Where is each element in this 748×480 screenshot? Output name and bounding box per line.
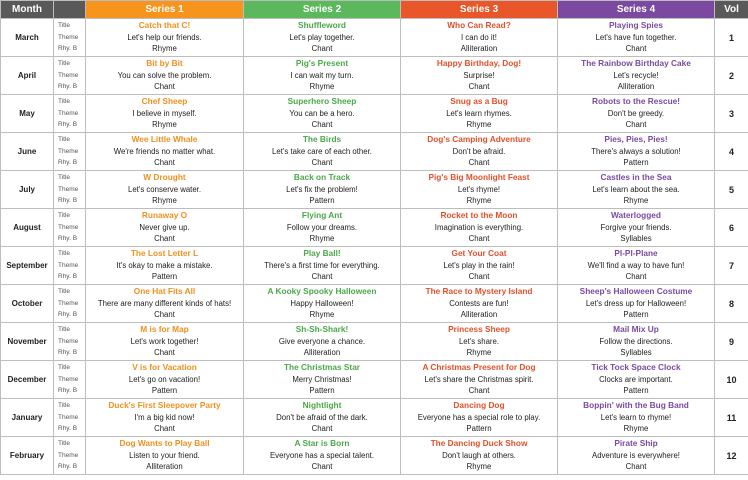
book-rhyme-type: Chant: [311, 44, 333, 54]
month-cell: August: [1, 209, 54, 247]
book-title: Nightlight: [302, 400, 342, 411]
series-3-cell: [401, 437, 558, 475]
row-labels-cell: [54, 285, 86, 323]
book-rhyme-type: Chant: [311, 120, 333, 130]
series-3-cell: [401, 209, 558, 247]
book-title: Castles in the Sea: [600, 172, 672, 183]
series-3-cell: [401, 19, 558, 57]
book-rhyme-type: Chant: [468, 82, 490, 92]
book-rhyme-type: Rhyme: [152, 120, 177, 130]
book-title: The Rainbow Birthday Cake: [581, 58, 691, 69]
book-title: A Kooky Spooky Halloween: [267, 286, 377, 297]
book-theme: I'm a big kid now!: [134, 412, 195, 422]
book-rhyme-type: Rhyme: [466, 120, 492, 130]
book-rhyme-type: Chant: [311, 158, 333, 168]
month-cell: March: [1, 19, 54, 57]
book-title: Get Your Coat: [451, 248, 507, 259]
book-rhyme-type: Chant: [154, 348, 175, 358]
series-3-cell: [401, 361, 558, 399]
book-rhyme-type: Pattern: [623, 310, 649, 320]
book-rhyme-type: Rhyme: [466, 348, 492, 358]
row-labels-cell: [54, 399, 86, 437]
series-3-cell: [401, 57, 558, 95]
book-theme: Let's dress up for Halloween!: [585, 298, 687, 308]
book-theme: You can be a hero.: [289, 108, 355, 118]
series-3-cell: [401, 285, 558, 323]
book-title: One Hat Fits All: [133, 286, 196, 297]
book-title: Play Ball!: [303, 248, 341, 259]
book-theme: Let's go on vacation!: [128, 374, 201, 384]
row-label-rhyme: Rhy. B: [58, 45, 78, 53]
book-theme: Imagination is everything.: [434, 222, 524, 232]
book-rhyme-type: Chant: [154, 158, 175, 168]
book-title: Runaway O: [141, 210, 188, 221]
row-label-theme: Theme: [58, 71, 79, 79]
vol-cell: 6: [715, 209, 748, 247]
row-label-theme: Theme: [58, 337, 79, 345]
book-rhyme-type: Rhyme: [466, 196, 492, 206]
book-theme: Don't be greedy.: [607, 108, 665, 118]
book-theme: Follow your dreams.: [286, 222, 358, 232]
book-theme: Let's share.: [458, 336, 500, 346]
month-cell: July: [1, 171, 54, 209]
book-rhyme-type: Chant: [625, 44, 647, 54]
series-1-cell: [86, 19, 244, 57]
book-rhyme-type: Rhyme: [309, 234, 335, 244]
series-2-cell: [244, 171, 401, 209]
series-4-cell: [558, 361, 715, 399]
month-cell: November: [1, 323, 54, 361]
table-row: [1, 209, 748, 247]
row-label-title: Title: [58, 402, 71, 410]
row-labels-cell: [54, 323, 86, 361]
book-title: Flying Ant: [301, 210, 343, 221]
vol-cell: 2: [715, 57, 748, 95]
book-theme: Don't laugh at others.: [442, 450, 516, 460]
series-2-cell: [244, 285, 401, 323]
book-rhyme-type: Chant: [625, 272, 647, 282]
book-theme: We're friends no matter what.: [113, 146, 216, 156]
vol-cell: 7: [715, 247, 748, 285]
row-label-rhyme: Rhy. B: [58, 463, 78, 471]
book-theme: Forgive your friends.: [600, 222, 672, 232]
header-series-2: Series 2: [244, 1, 401, 19]
row-label-title: Title: [58, 22, 71, 30]
book-rhyme-type: Chant: [154, 234, 175, 244]
book-theme: Let's recycle!: [613, 70, 659, 80]
row-labels-cell: [54, 57, 86, 95]
book-theme: You can solve the problem.: [117, 70, 212, 80]
book-rhyme-type: Rhyme: [309, 310, 335, 320]
book-rhyme-type: Chant: [311, 272, 333, 282]
book-title: Duck's First Sleepover Party: [108, 400, 221, 411]
series-2-cell: [244, 247, 401, 285]
row-label-rhyme: Rhy. B: [58, 83, 78, 91]
vol-cell: 4: [715, 133, 748, 171]
book-title: Dog's Camping Adventure: [427, 134, 531, 145]
table-row: [1, 95, 748, 133]
header-labels-spacer: [54, 1, 86, 19]
series-2-cell: [244, 57, 401, 95]
table-row: [1, 437, 748, 475]
month-cell: October: [1, 285, 54, 323]
book-theme: There's a first time for everything.: [264, 260, 380, 270]
book-title: The Christmas Star: [283, 362, 361, 373]
book-title: Snug as a Bug: [450, 96, 508, 107]
book-rhyme-type: Chant: [625, 462, 647, 472]
header-series-3: Series 3: [401, 1, 558, 19]
row-labels-cell: [54, 95, 86, 133]
book-title: A Star is Born: [294, 438, 350, 449]
header-month: Month: [1, 1, 54, 19]
book-title: Princess Sheep: [448, 324, 510, 335]
vol-cell: 11: [715, 399, 748, 437]
row-labels-cell: [54, 171, 86, 209]
series-1-cell: [86, 57, 244, 95]
series-1-cell: [86, 399, 244, 437]
book-title: V is for Vacation: [132, 362, 197, 373]
book-rhyme-type: Rhyme: [623, 424, 649, 434]
book-rhyme-type: Pattern: [309, 196, 335, 206]
book-rhyme-type: Pattern: [623, 386, 649, 396]
month-cell: February: [1, 437, 54, 475]
book-theme: Let's fix the problem!: [286, 184, 358, 194]
book-theme: Listen to your friend.: [129, 450, 200, 460]
book-theme: I can do it!: [461, 32, 497, 42]
book-theme: Let's rhyme!: [457, 184, 501, 194]
book-theme: Clocks are important.: [599, 374, 673, 384]
book-rhyme-type: Chant: [154, 424, 175, 434]
series-3-cell: [401, 399, 558, 437]
row-label-theme: Theme: [58, 451, 79, 459]
book-theme: Let's share the Christmas spirit.: [424, 374, 534, 384]
book-theme: We'll find a way to have fun!: [587, 260, 685, 270]
book-title: A Christmas Present for Dog: [422, 362, 536, 373]
book-theme: Let's take care of each other.: [272, 146, 372, 156]
series-4-cell: [558, 247, 715, 285]
book-theme: Never give up.: [139, 222, 190, 232]
book-theme: Everyone has a special talent.: [269, 450, 375, 460]
series-2-cell: [244, 399, 401, 437]
book-theme: Merry Christmas!: [292, 374, 352, 384]
month-cell: September: [1, 247, 54, 285]
row-labels-cell: [54, 19, 86, 57]
book-theme: Let's play together.: [289, 32, 355, 42]
vol-cell: 12: [715, 437, 748, 475]
row-label-title: Title: [58, 364, 71, 372]
row-label-theme: Theme: [58, 299, 79, 307]
row-label-theme: Theme: [58, 147, 79, 155]
book-rhyme-type: Alliteration: [460, 44, 498, 54]
vol-cell: 3: [715, 95, 748, 133]
book-theme: Follow the directions.: [599, 336, 673, 346]
book-title: Pies, Pies, Pies!: [604, 134, 668, 145]
row-label-rhyme: Rhy. B: [58, 121, 78, 129]
table-body: [1, 19, 748, 475]
month-cell: January: [1, 399, 54, 437]
book-theme: Let's conserve water.: [128, 184, 201, 194]
book-theme: Adventure is everywhere!: [592, 450, 680, 460]
book-title: The Dancing Duck Show: [430, 438, 528, 449]
book-title: The Lost Letter L: [130, 248, 199, 259]
book-theme: There's always a solution!: [591, 146, 681, 156]
header-series-4: Series 4: [558, 1, 715, 19]
book-title: The Birds: [302, 134, 342, 145]
row-label-rhyme: Rhy. B: [58, 349, 78, 357]
book-title: Mail Mix Up: [613, 324, 659, 335]
book-title: Wee Little Whale: [131, 134, 198, 145]
table-row: [1, 323, 748, 361]
table-row: [1, 399, 748, 437]
book-theme: I can wait my turn.: [290, 70, 354, 80]
row-label-rhyme: Rhy. B: [58, 273, 78, 281]
month-cell: May: [1, 95, 54, 133]
row-label-rhyme: Rhy. B: [58, 235, 78, 243]
series-1-cell: [86, 285, 244, 323]
row-label-theme: Theme: [58, 413, 79, 421]
book-theme: Everyone has a special role to play.: [417, 412, 541, 422]
book-title: Who Can Read?: [447, 20, 511, 31]
book-theme: Let's play in the rain!: [443, 260, 515, 270]
month-cell: December: [1, 361, 54, 399]
book-title: Back on Track: [293, 172, 351, 183]
series-4-cell: [558, 171, 715, 209]
table-row: [1, 133, 748, 171]
month-cell: June: [1, 133, 54, 171]
book-rhyme-type: Alliteration: [617, 82, 655, 92]
row-label-title: Title: [58, 60, 71, 68]
series-4-cell: [558, 133, 715, 171]
book-title: Robots to the Rescue!: [591, 96, 681, 107]
table-row: [1, 285, 748, 323]
vol-cell: 5: [715, 171, 748, 209]
book-rhyme-type: Alliteration: [146, 462, 183, 472]
vol-cell: 9: [715, 323, 748, 361]
series-1-cell: [86, 437, 244, 475]
row-label-title: Title: [58, 98, 71, 106]
row-label-theme: Theme: [58, 223, 79, 231]
book-rhyme-type: Chant: [154, 310, 175, 320]
series-4-cell: [558, 323, 715, 361]
book-rhyme-type: Chant: [311, 462, 333, 472]
book-title: Boppin' with the Bug Band: [583, 400, 689, 411]
book-rhyme-type: Chant: [468, 158, 490, 168]
row-label-rhyme: Rhy. B: [58, 311, 78, 319]
table-row: [1, 361, 748, 399]
series-3-cell: [401, 247, 558, 285]
row-label-theme: Theme: [58, 109, 79, 117]
row-label-title: Title: [58, 288, 71, 296]
book-rhyme-type: Chant: [311, 424, 333, 434]
book-theme: I believe in myself.: [132, 108, 197, 118]
book-theme: Don't be afraid.: [452, 146, 506, 156]
row-labels-cell: [54, 437, 86, 475]
book-theme: It's okay to make a mistake.: [116, 260, 213, 270]
table-row: [1, 171, 748, 209]
series-2-cell: [244, 209, 401, 247]
series-2-cell: [244, 95, 401, 133]
book-rhyme-type: Chant: [154, 82, 175, 92]
row-label-theme: Theme: [58, 375, 79, 383]
series-1-cell: [86, 171, 244, 209]
book-title: Superhero Sheep: [287, 96, 357, 107]
series-3-cell: [401, 323, 558, 361]
book-title: Happy Birthday, Dog!: [436, 58, 522, 69]
series-1-cell: [86, 95, 244, 133]
book-rhyme-type: Alliteration: [460, 310, 498, 320]
vol-cell: 10: [715, 361, 748, 399]
book-rhyme-type: Rhyme: [623, 196, 649, 206]
row-label-rhyme: Rhy. B: [58, 197, 78, 205]
row-label-title: Title: [58, 174, 71, 182]
row-label-title: Title: [58, 250, 71, 258]
book-theme: Surprise!: [463, 70, 495, 80]
table-row: [1, 247, 748, 285]
book-title: Waterlogged: [611, 210, 661, 221]
row-label-theme: Theme: [58, 261, 79, 269]
book-theme: Let's learn to rhyme!: [600, 412, 672, 422]
book-title: Shuffleword: [298, 20, 346, 31]
header-row: [1, 1, 748, 19]
book-rhyme-type: Chant: [625, 120, 647, 130]
series-1-cell: [86, 247, 244, 285]
month-cell: April: [1, 57, 54, 95]
book-title: W Drought: [143, 172, 186, 183]
row-label-theme: Theme: [58, 185, 79, 193]
series-2-cell: [244, 437, 401, 475]
series-2-cell: [244, 19, 401, 57]
series-4-cell: [558, 209, 715, 247]
vol-cell: 1: [715, 19, 748, 57]
book-rhyme-type: Rhyme: [152, 196, 177, 206]
vol-cell: 8: [715, 285, 748, 323]
row-label-theme: Theme: [58, 33, 79, 41]
row-labels-cell: [54, 247, 86, 285]
series-2-cell: [244, 361, 401, 399]
book-rhyme-type: Pattern: [151, 386, 178, 396]
book-rhyme-type: Pattern: [466, 424, 492, 434]
book-title: Rocket to the Moon: [440, 210, 518, 221]
table-row: [1, 57, 748, 95]
series-4-cell: [558, 285, 715, 323]
row-label-rhyme: Rhy. B: [58, 159, 78, 167]
row-labels-cell: [54, 209, 86, 247]
row-label-title: Title: [58, 326, 71, 334]
series-2-cell: [244, 323, 401, 361]
row-labels-cell: [54, 133, 86, 171]
book-rhyme-type: Rhyme: [466, 462, 492, 472]
book-rhyme-type: Pattern: [309, 386, 335, 396]
book-title: Chef Sheep: [141, 96, 188, 107]
series-4-cell: [558, 437, 715, 475]
row-label-rhyme: Rhy. B: [58, 425, 78, 433]
book-theme: Let's learn about the sea.: [592, 184, 680, 194]
series-4-cell: [558, 19, 715, 57]
series-3-cell: [401, 171, 558, 209]
book-title: Bit by Bit: [146, 58, 183, 69]
series-1-cell: [86, 209, 244, 247]
book-title: Catch that C!: [138, 20, 191, 31]
book-rhyme-type: Chant: [468, 234, 490, 244]
row-labels-cell: [54, 361, 86, 399]
book-title: Dancing Dog: [453, 400, 505, 411]
book-rhyme-type: Rhyme: [152, 44, 177, 54]
series-4-cell: [558, 399, 715, 437]
book-rhyme-type: Rhyme: [309, 82, 335, 92]
series-1-cell: [86, 323, 244, 361]
book-title: Dog Wants to Play Ball: [119, 438, 210, 449]
book-title: Playing Spies: [609, 20, 663, 31]
book-title: Pig's Present: [295, 58, 349, 69]
row-label-title: Title: [58, 136, 71, 144]
row-label-title: Title: [58, 440, 71, 448]
series-3-cell: [401, 95, 558, 133]
series-1-cell: [86, 361, 244, 399]
book-title: Sh-Sh-Shark!: [295, 324, 349, 335]
book-rhyme-type: Syllables: [620, 234, 652, 244]
book-theme: Let's learn rhymes.: [446, 108, 512, 118]
book-theme: Don't be afraid of the dark.: [276, 412, 368, 422]
book-title: The Race to Mystery Island: [425, 286, 533, 297]
book-theme: Happy Halloween!: [290, 298, 354, 308]
row-label-title: Title: [58, 212, 71, 220]
book-title: Tick Tock Space Clock: [591, 362, 681, 373]
book-title: Pirate Ship: [614, 438, 658, 449]
book-title: Sheep's Halloween Costume: [579, 286, 693, 297]
table-row: [1, 19, 748, 57]
header-vol: Vol: [715, 1, 748, 19]
book-title: Pig's Big Moonlight Feast: [428, 172, 530, 183]
series-2-cell: [244, 133, 401, 171]
series-4-cell: [558, 57, 715, 95]
book-title: M is for Map: [140, 324, 189, 335]
book-rhyme-type: Syllables: [620, 348, 652, 358]
book-theme: Let's work together!: [130, 336, 199, 346]
book-rhyme-type: Pattern: [623, 158, 649, 168]
book-theme: Give everyone a chance.: [278, 336, 366, 346]
book-theme: There are many different kinds of hats!: [97, 298, 232, 308]
book-title: Pl-Pl-Plane: [614, 248, 658, 259]
book-theme: Let's have fun together.: [595, 32, 677, 42]
book-theme: Let's help our friends.: [127, 32, 202, 42]
series-3-cell: [401, 133, 558, 171]
series-1-cell: [86, 133, 244, 171]
row-label-rhyme: Rhy. B: [58, 387, 78, 395]
book-rhyme-type: Pattern: [151, 272, 178, 282]
series-4-cell: [558, 95, 715, 133]
book-rhyme-type: Chant: [468, 272, 490, 282]
book-rhyme-type: Chant: [468, 386, 490, 396]
header-series-1: Series 1: [86, 1, 244, 19]
book-theme: Contests are fun!: [449, 298, 509, 308]
book-rhyme-type: Alliteration: [303, 348, 341, 358]
